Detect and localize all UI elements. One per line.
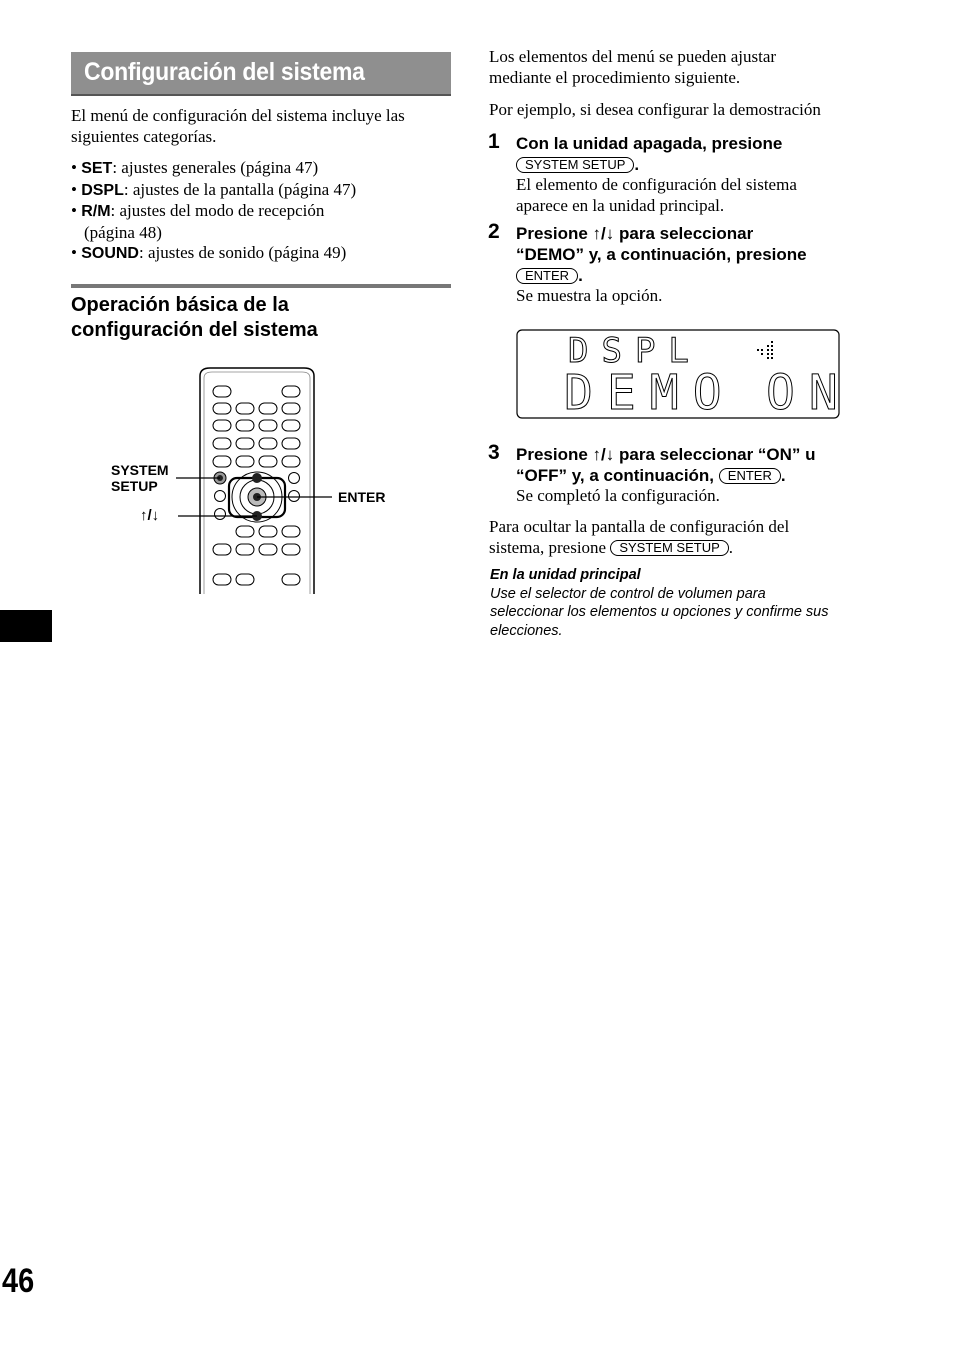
enter-key: ENTER xyxy=(719,468,781,484)
language-tab-marker xyxy=(0,610,52,642)
up-down-arrow-icon: ↑/↓ xyxy=(592,224,615,243)
lcd-display-illustration xyxy=(516,329,852,421)
section-rule xyxy=(71,284,451,288)
step-body: El elemento de configuración del sistema xyxy=(516,175,797,194)
step-number: 2 xyxy=(488,220,500,243)
step-1 xyxy=(516,133,876,216)
enter-key: ENTER xyxy=(516,268,578,284)
step-heading: ENTER . xyxy=(516,265,876,286)
step-heading: “DEMO” y, a continuación, presione xyxy=(516,245,807,264)
right-intro: Los elementos del menú se pueden ajustar mediante el procedimiento siguiente. xyxy=(489,47,777,87)
step-3 xyxy=(516,444,876,507)
list-item: • SOUND: ajustes de sonido (página 49) xyxy=(71,243,347,262)
lcd-line-2-left: DEMO xyxy=(564,365,736,421)
note-title: En la unidad principal xyxy=(490,567,641,583)
step-body: Se muestra la opción. xyxy=(516,286,663,305)
section-title: Configuración del sistema xyxy=(84,58,365,86)
system-setup-callout-label: SYSTEM SETUP xyxy=(111,462,169,494)
enter-callout-label: ENTER xyxy=(338,489,386,505)
note-block xyxy=(490,566,829,640)
subheading: Operación básica de la configuración del sistema xyxy=(71,294,318,341)
step-heading: “OFF” y, a continuación, ENTER . xyxy=(516,466,786,485)
list-item: • SET: ajustes generales (página 47) xyxy=(71,158,319,177)
step-2 xyxy=(516,223,876,307)
step-body: Se completó la configuración. xyxy=(516,486,720,505)
list-item-continuation: (página 48) xyxy=(84,222,162,242)
note-line: Use el selector de control de volumen para xyxy=(490,585,766,602)
system-setup-key: SYSTEM SETUP xyxy=(610,540,728,556)
category-list xyxy=(71,158,456,265)
list-item: • DSPL: ajustes de la pantalla (página 47) xyxy=(71,179,357,199)
lcd-line-2-right: ON xyxy=(766,365,852,421)
note-line: elecciones. xyxy=(490,622,563,639)
intro-paragraph: El menú de configuración del sistema incluye las siguientes categorías. xyxy=(71,106,405,146)
step-number: 3 xyxy=(488,441,500,464)
page-number: 46 xyxy=(2,1262,35,1300)
section-title-banner xyxy=(71,52,451,96)
step-heading: Con la unidad apagada, presione xyxy=(516,134,783,153)
step-number: 1 xyxy=(488,130,500,153)
step-heading: SYSTEM SETUP . xyxy=(516,154,876,175)
example-text: Por ejemplo, si desea configurar la demostración xyxy=(489,100,821,119)
note-line: seleccionar los elementos u opciones y confirme sus xyxy=(490,604,829,620)
up-down-arrow-icon: ↑/↓ xyxy=(592,445,615,464)
step-heading: Presione ↑/↓ para seleccionar xyxy=(516,224,754,243)
arrows-callout-label: ↑/↓ xyxy=(140,507,160,524)
system-setup-key: SYSTEM SETUP xyxy=(516,157,634,173)
hide-instruction: Para ocultar la pantalla de configuración del sistema, presione SYSTEM SETUP . xyxy=(489,517,790,557)
lcd-line-1: DSPL xyxy=(568,331,702,371)
step-heading: Presione ↑/↓ para seleccionar “ON” u xyxy=(516,445,816,464)
step-body: aparece en la unidad principal. xyxy=(516,195,725,215)
list-item: • R/M: ajustes del modo de recepción xyxy=(71,201,325,220)
